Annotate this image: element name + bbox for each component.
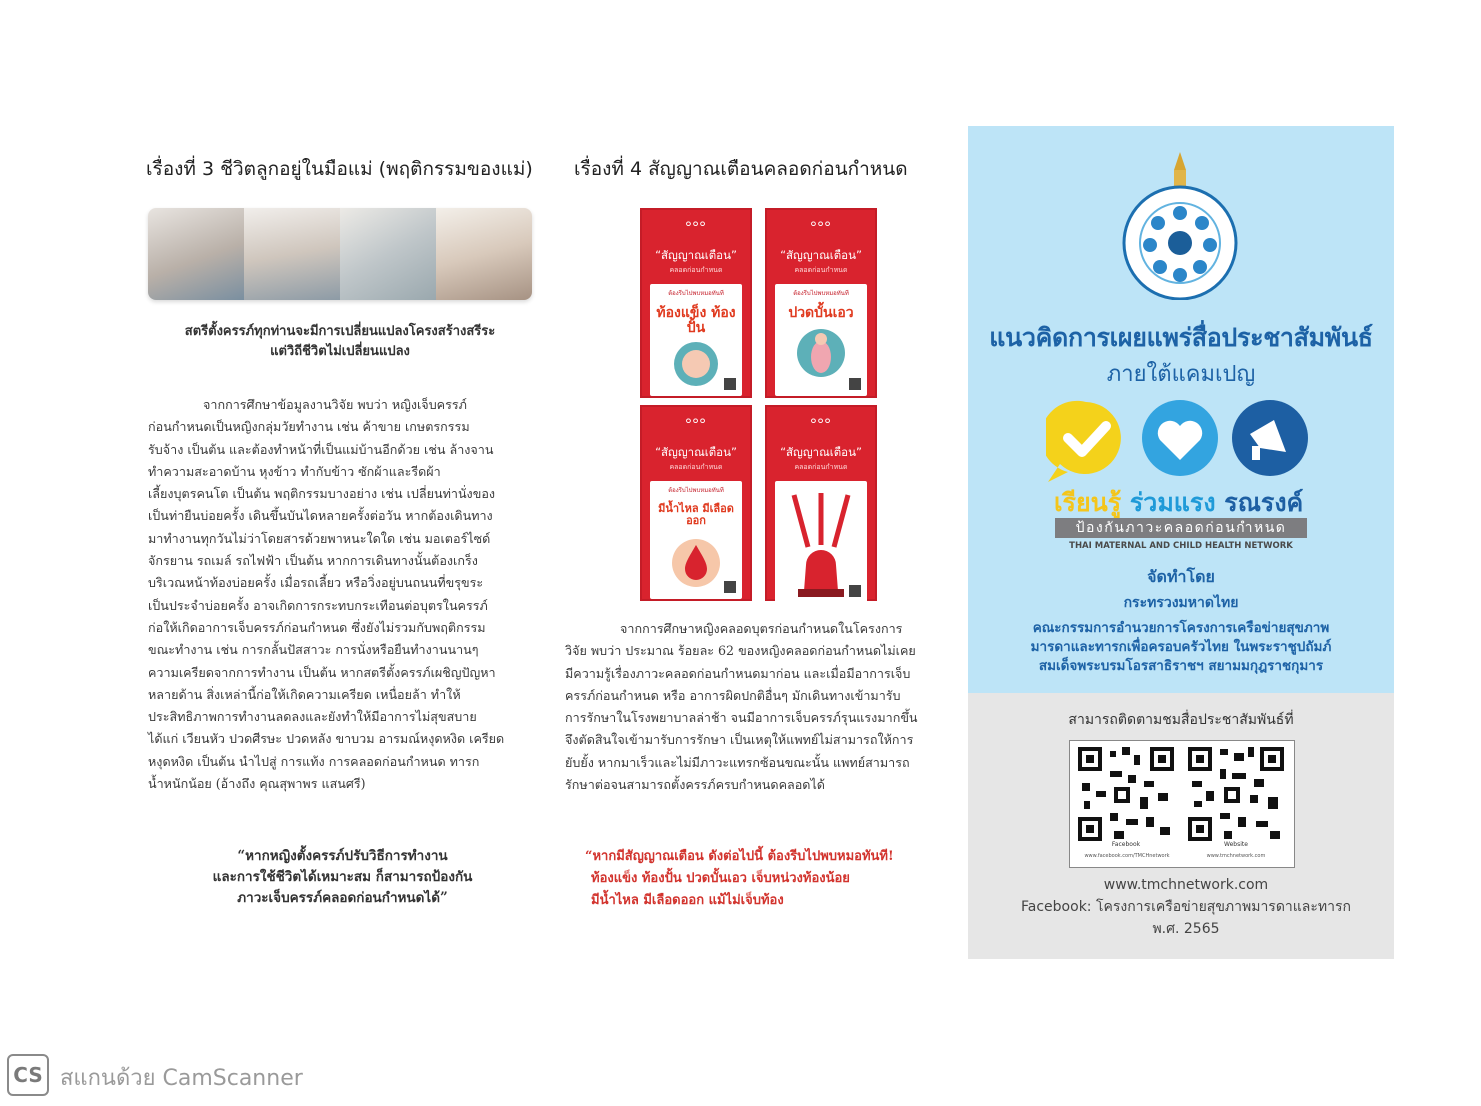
story3-quote: “หากหญิงตั้งครรภ์ปรับวิธีการทำงาน และการใช้ชีวิตได้เหมาะสม ก็สามารถป้องกัน ภาวะเจ็บครรภ์คลอดก่อนกำหนดได้” [212,848,473,906]
poster-panel [775,284,868,396]
poster-qr [849,378,861,390]
poster-label: ต้องรีบไปพบหมอทันที [793,290,849,297]
warning-poster-1 [640,208,752,398]
poster-symptom: ปวดบั้นเอว [788,305,854,321]
story3-heading: เรื่องที่ 3 ชีวิตลูกอยู่ในมือแม่ (พฤติกรรมของแม่) [146,158,533,180]
megaphone-icon [1232,400,1308,476]
pregnant-work-photo [148,208,532,300]
campaign-slogan: เรียนรู้ ร่วมแรง รณรงค์ [1054,488,1304,517]
poster-qr [849,585,861,597]
campaign-banner: ป้องกันภาวะคลอดก่อนกำหนด [1055,518,1307,538]
story3-paragraph: จากการศึกษาข้อมูลงานวิจัย พบว่า หญิงเจ็บครรภ์ ก่อนกำหนดเป็นหญิงกลุ่มวัยทำงาน เช่น ค้าขาย เกษตรกรรม รับจ้าง เป็นต้น และต้องทำหน้าที่เป็นแม่บ้านอีกด้วย เช่น ล้างจาน ทำความสะอาดบ้าน หุงข้าว ทำกับข้าว ซักผ้าและรีดผ้า เลี้ยงบุตรคนโต เป็นต้น พฤติกรรมบางอย่าง เช่น เปลี่ยนท่านั่งของ เป็นท่ายืนบ่อยครั้ง เดินขึ้นบันไดหลายครั้งต่อวัน หากต้องเดินทาง มาทำงานทุกวันไม่ว่าโดยสารด้วยพาหนะใดใด เช่น มอเตอร์ไซด์ จักรยาน รถเมล์ รถไฟฟ้า เป็นต้น หากการเดินทางนั้นต้องเกร็ง บริเวณหน้าท้องบ่อยครั้ง เมื่อรถเลี้ยว หรือวิ่งอยู่บนถนนที่ขรุขระ เป็นประจำบ่อยครั้ง อาจเกิดการกระทบกระเทือนต่อบุตรในครรภ์ ก่อให้เกิดอาการเจ็บครรภ์ก่อนกำหนด ซึ่งยังไม่รวมกับพฤติกรรม ขณะทำงาน เช่น การกลั้นปัสสาวะ การนั่งหรือยืนทำงานนานๆ ความเครียดจากการทำงาน เป็นต้น หากสตรีตั้งครรภ์เผชิญปัญหา หลายด้าน สิ่งเหล่านี้ก่อให้เกิดความเครียด เหนื่อยล้า ทำให้ ประสิทธิภาพการทำงานลดลงและยังทำให้มีอาการไม่สุขสบาย ได้แก่ เวียนหัว ปวดศีรษะ ปวดหลัง ขาบวม อารมณ์หงุดหงิด เครียด หงุดหงิด เป็นต้น นำไปสู่ การแท้ง การคลอดก่อนกำหนด ทารก น้ำหนักน้อย (อ้างถึง คุณสุพาพร แสนศรี) [148,397,505,792]
poster-label: ต้องรีบไปพบหมอทันที [668,487,724,494]
poster-label: ต้องรีบไปพบหมอทันที [668,290,724,297]
poster-logo: ๐๐๐ [685,415,707,426]
poster-subtitle: คลอดก่อนกำหนด [669,463,723,471]
campaign-title: แนวคิดการเผยแพร่สื่อประชาสัมพันธ์ [989,323,1373,352]
poster-logo: ๐๐๐ [685,218,707,229]
poster-title: “สัญญาณเตือน” [655,248,737,262]
poster-logo: ๐๐๐ [810,218,832,229]
poster-symptom: ท้องแข็ง ท้องปั้น [656,305,736,336]
warning-poster-4 [765,405,877,601]
poster-panel [650,284,743,396]
campaign-icons [1046,398,1316,488]
website-url[interactable]: www.tmchnetwork.com [1103,877,1269,893]
poster-qr [724,581,736,593]
poster-panel [650,481,743,599]
heart-icon [1142,400,1218,476]
qr-url-website: www.tmchnetwork.com [1206,853,1266,859]
poster-subtitle: คลอดก่อนกำหนด [669,266,723,274]
qr-label-website: Website [1224,841,1248,848]
tmch-network-logo [1118,150,1242,300]
story4-paragraph: จากการศึกษาหญิงคลอดบุตรก่อนกำหนดในโครงการ วิจัย พบว่า ประมาณ ร้อยละ 62 ของหญิงคลอดก่อนกำหนดไม่เคย มีความรู้เรื่องภาวะคลอดก่อนกำหนดมาก่อน และเมื่อมีอาการเจ็บ ครรภ์ก่อนกำหนด หรือ อาการผิดปกติอื่นๆ มักเดินทางเข้ามารับ การรักษาในโรงพยาบาลล่าช้า จนมีอาการเจ็บครรภ์รุนแรงมากขึ้น จึงตัดสินใจเข้ามารับการรักษา เป็นเหตุให้แพทย์ไม่สามารถให้การ ยับยั้ง หากมาเร็วและไม่มีภาวะแทรกซ้อนขณะนั้น แพทย์สามารถ รักษาต่อจนสามารถตั้งครรภ์ครบกำหนดคลอดได้ [565,621,918,793]
ministry: กระทรวงมหาดไทย [1123,595,1239,611]
poster-panel [775,481,868,603]
qr-label-facebook: Facebook [1111,841,1141,848]
poster-subtitle: คลอดก่อนกำหนด [794,463,848,471]
blood-drop-illustration [661,531,731,591]
poster-symptom: มีน้ำไหล มีเลือดออก [658,502,734,527]
website-qr [1188,747,1284,841]
committee: คณะกรรมการอำนวยการโครงการเครือข่ายสุขภาพ มารดาและทารกเพื่อครอบครัวไทย ในพระราชูปถัมภ์ สมเด็จพระบรมโอรสาธิราชฯ สยามมกุฎราชกุมาร [1030,620,1332,674]
poster-title: “สัญญาณเตือน” [780,445,862,459]
story4-quote: “หากมีสัญญาณเตือน ดังต่อไปนี้ ต้องรีบไปพบหมอทันที! ท้องแข็ง ท้องปั้น ปวดบั้นเอว เจ็บหน่วงท้องน้อย มีน้ำไหล มีเลือดออก แม้ไม่เจ็บท้อง [585,849,894,908]
qr-url-facebook: www.facebook.com/TMCHnetwork [1084,853,1170,859]
year: พ.ศ. 2565 [1152,921,1220,937]
contact-info [968,874,1404,940]
story3-caption: สตรีตั้งครรภ์ทุกท่านจะมีการเปลี่ยนแปลงโครงสร้างสรีระ แต่วิถีชีวิตไม่เปลี่ยนแปลง [184,324,496,359]
belly-illustration [661,338,731,388]
warning-poster-3 [640,405,752,601]
campaign-subtitle: ภายใต้แคมเปญ [1106,362,1256,387]
check-icon [1046,401,1121,482]
warning-poster-2 [765,208,877,398]
poster-logo: ๐๐๐ [810,415,832,426]
poster-title: “สัญญาณเตือน” [655,445,737,459]
organized-by: จัดทำโดย [1147,567,1215,586]
facebook-qr [1078,747,1174,841]
poster-subtitle: คลอดก่อนกำหนด [794,266,848,274]
poster-qr [724,378,736,390]
network-name: THAI MATERNAL AND CHILD HEALTH NETWORK [1069,541,1293,551]
follow-text: สามารถติดตามชมสื่อประชาสัมพันธ์ที่ [1068,712,1294,728]
qr-codes-box [1069,740,1295,868]
camscanner-logo: CS [7,1054,49,1096]
woman-illustration [786,325,856,379]
qr-codes [1070,741,1294,867]
poster-title: “สัญญาณเตือน” [780,248,862,262]
story4-heading: เรื่องที่ 4 สัญญาณเตือนคลอดก่อนกำหนด [574,158,908,180]
camscanner-watermark: สแกนด้วย CamScanner [60,1066,303,1091]
facebook-page[interactable]: Facebook: โครงการเครือข่ายสุขภาพมารดาและทารก [1021,899,1351,915]
